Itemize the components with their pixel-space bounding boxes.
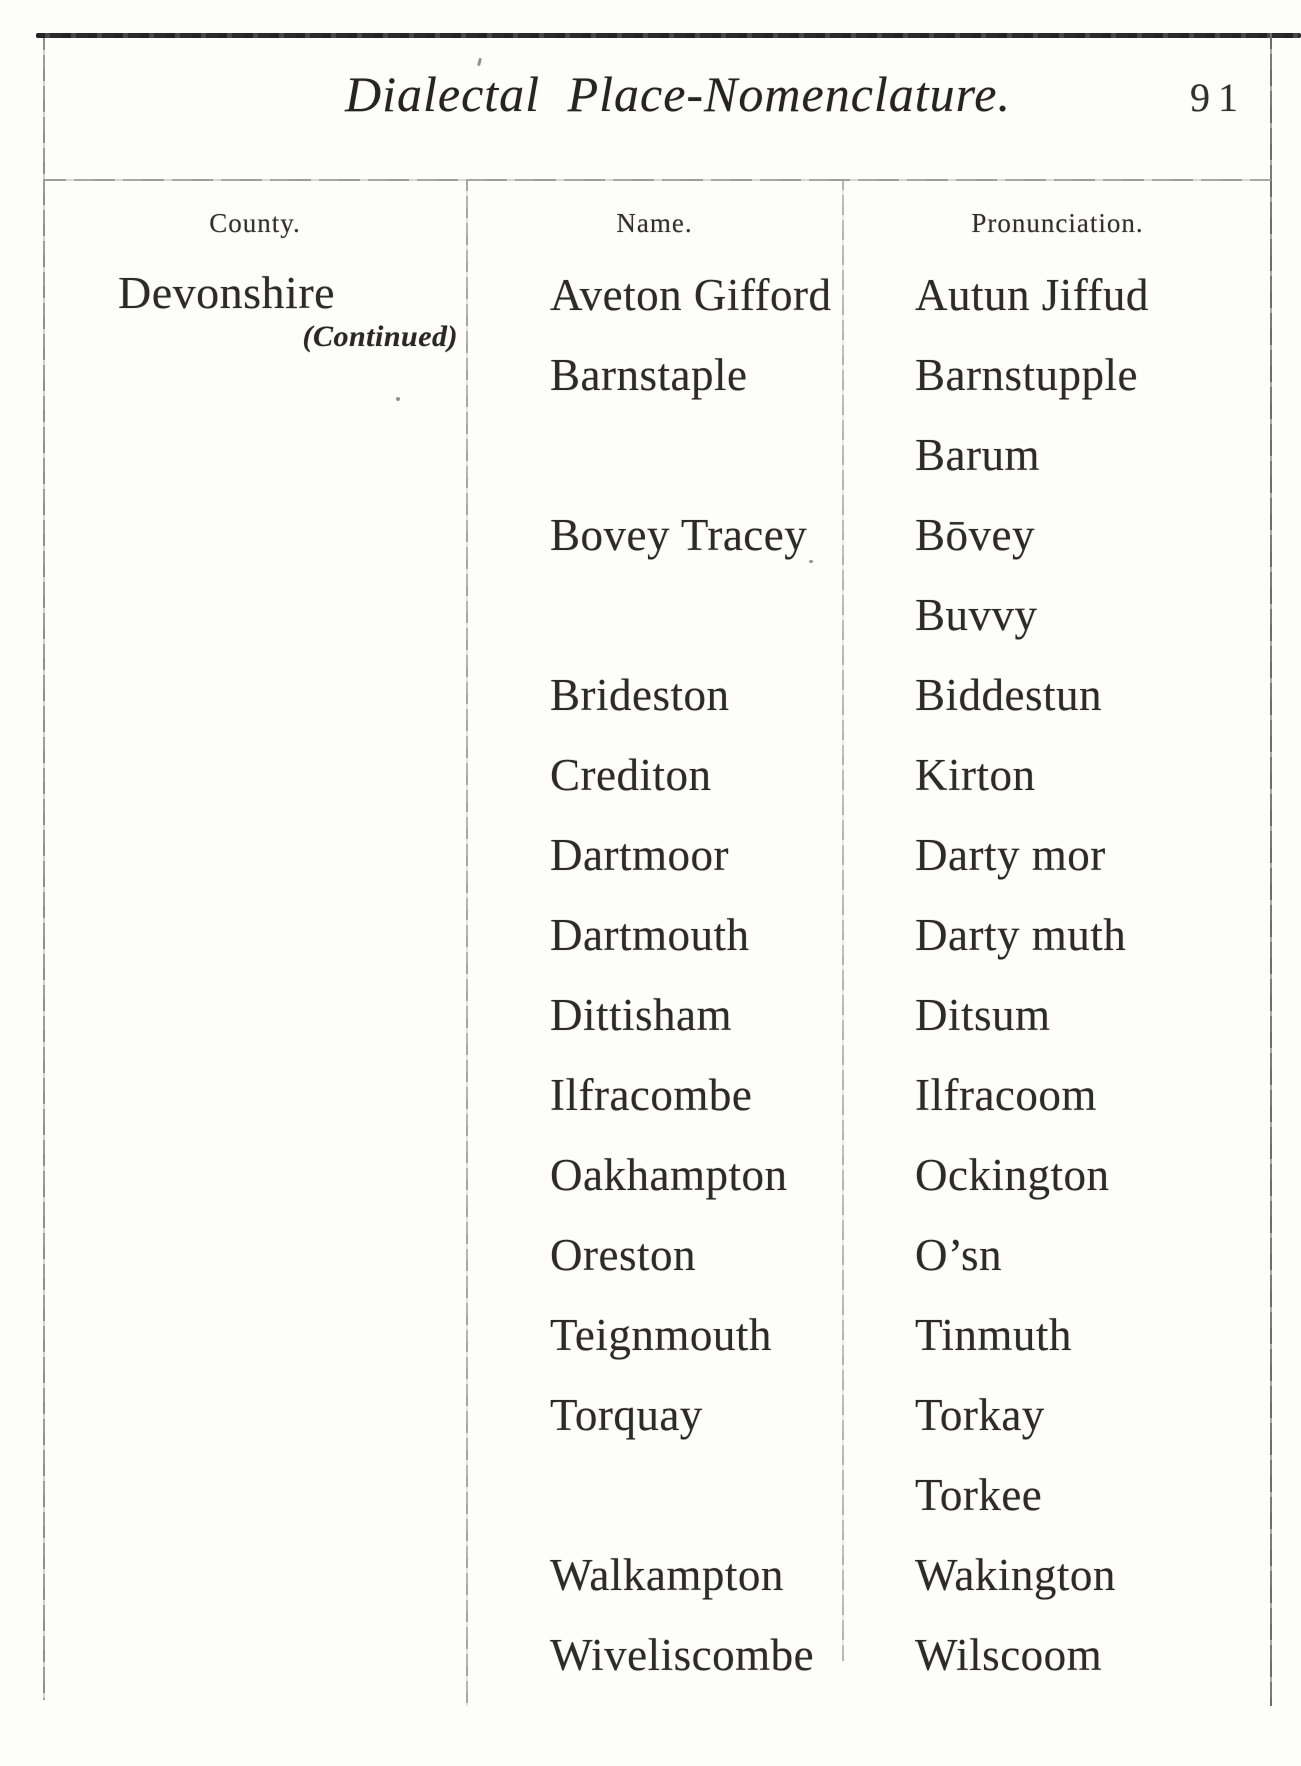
pronunciation-cell: Ockington bbox=[915, 1150, 1110, 1200]
name-cell: Oreston bbox=[550, 1230, 696, 1280]
table-row bbox=[0, 575, 1301, 655]
table-row bbox=[0, 815, 1301, 895]
name-cell: Bovey Tracey bbox=[550, 510, 808, 560]
table-row bbox=[0, 975, 1301, 1055]
name-cell: Dartmouth bbox=[550, 910, 750, 960]
table-row bbox=[0, 1615, 1301, 1695]
pronunciation-cell: Barum bbox=[915, 430, 1040, 480]
table-row bbox=[0, 1055, 1301, 1135]
pronunciation-cell: Bōvey bbox=[915, 510, 1035, 560]
table-row bbox=[0, 335, 1301, 415]
page-number: 91 bbox=[1190, 75, 1246, 120]
name-cell: Ilfracombe bbox=[550, 1070, 753, 1120]
header-divider-rule bbox=[44, 179, 1271, 181]
name-cell: Crediton bbox=[550, 750, 712, 800]
name-cell: Dittisham bbox=[550, 990, 732, 1040]
table-row bbox=[0, 1375, 1301, 1455]
pronunciation-cell: Torkay bbox=[915, 1390, 1045, 1440]
table-row bbox=[0, 1535, 1301, 1615]
pronunciation-cell: Kirton bbox=[915, 750, 1036, 800]
name-cell: Torquay bbox=[550, 1390, 703, 1440]
name-cell: Brideston bbox=[550, 670, 730, 720]
county-name: Devonshire bbox=[118, 267, 336, 318]
place-name-table bbox=[0, 255, 1301, 1695]
pronunciation-cell: Torkee bbox=[915, 1470, 1043, 1520]
pronunciation-cell: O’sn bbox=[915, 1230, 1003, 1280]
table-row bbox=[0, 255, 1301, 335]
table-row bbox=[0, 415, 1301, 495]
table-row bbox=[0, 1135, 1301, 1215]
pronunciation-cell: Autun Jiffud bbox=[915, 270, 1149, 320]
pronunciation-cell: Wilscoom bbox=[915, 1630, 1103, 1680]
pronunciation-cell: Darty mor bbox=[915, 830, 1106, 880]
pronunciation-cell: Darty muth bbox=[915, 910, 1127, 960]
name-cell: Dartmoor bbox=[550, 830, 729, 880]
name-cell: Oakhampton bbox=[550, 1150, 788, 1200]
pronunciation-cell: Buvvy bbox=[915, 590, 1038, 640]
page-title: Dialectal Place-Nomenclature. bbox=[345, 66, 1011, 122]
table-row bbox=[0, 895, 1301, 975]
top-border-rule bbox=[36, 33, 1301, 38]
county-continued-note: (Continued) bbox=[302, 320, 458, 353]
table-row bbox=[0, 655, 1301, 735]
pronunciation-cell: Ditsum bbox=[915, 990, 1051, 1040]
pronunciation-cell: Barnstupple bbox=[915, 350, 1138, 400]
name-cell: Wiveliscombe bbox=[550, 1630, 815, 1680]
column-header-county: County. bbox=[209, 208, 301, 238]
name-cell: Aveton Gifford bbox=[550, 270, 832, 320]
name-cell: Walkampton bbox=[550, 1550, 784, 1600]
pronunciation-cell: Tinmuth bbox=[915, 1310, 1072, 1360]
pronunciation-cell: Wakington bbox=[915, 1550, 1116, 1600]
table-row bbox=[0, 1455, 1301, 1535]
column-header-pronunciation: Pronunciation. bbox=[971, 208, 1144, 238]
name-cell: Barnstaple bbox=[550, 350, 748, 400]
pronunciation-cell: Biddestun bbox=[915, 670, 1103, 720]
table-row bbox=[0, 1215, 1301, 1295]
column-header-name: Name. bbox=[616, 208, 693, 238]
pronunciation-cell: Ilfracoom bbox=[915, 1070, 1097, 1120]
table-row bbox=[0, 1295, 1301, 1375]
table-row bbox=[0, 495, 1301, 575]
scan-speck bbox=[396, 397, 400, 401]
name-cell: Teignmouth bbox=[550, 1310, 772, 1360]
scan-speck bbox=[809, 560, 813, 563]
table-row bbox=[0, 735, 1301, 815]
